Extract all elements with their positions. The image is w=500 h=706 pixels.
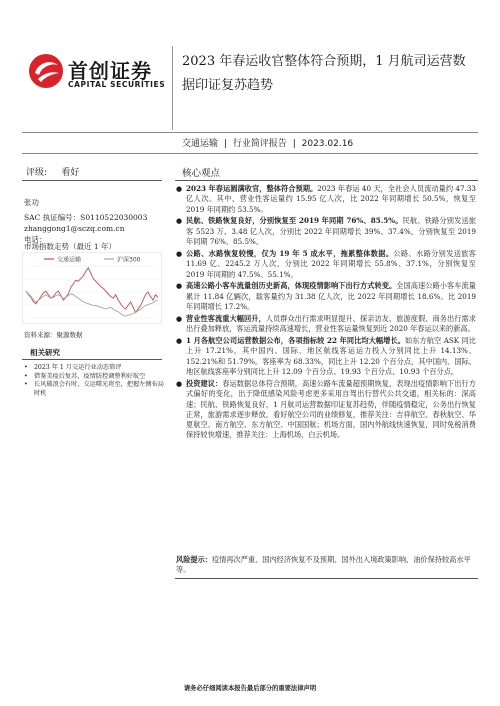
analyst-email: zhanggong1@sczq.com.cn (24, 224, 125, 233)
bullet-icon: • (24, 372, 28, 380)
capital-securities-logo-icon (28, 53, 64, 89)
point-text: 全国高速公路小客车流量累计 11.84 亿辆次，载客量约为 31.38 亿人次，比 2022 年同期增长 18.6%。比 2019 年同期增长 17.2%。 (186, 281, 476, 312)
meta-separator: | (223, 139, 227, 149)
meta-rule (22, 153, 478, 154)
company-logo (28, 53, 178, 93)
key-points-title: 核心观点 (182, 168, 221, 179)
industry-label: 交通运输 (182, 139, 219, 149)
related-rule (22, 359, 162, 360)
report-date: 2023.02.16 (301, 139, 354, 149)
analyst-cert: SAC 执证编号：S0110522030003 (24, 213, 148, 222)
report-type: 行业简评报告 (232, 139, 287, 149)
key-points-rule (175, 180, 478, 181)
risk-heading: 风险提示： (176, 555, 212, 564)
point-heading: 投资建议： (186, 378, 223, 388)
list-item (176, 281, 476, 312)
company-name-en: CAPITAL SECURITIES (68, 80, 166, 89)
point-text: 如东方航空 ASK 同比上升 17.21%，其中国内、国际、地区航线客运运力投入分别同比上升 14.13%、152.21%和 51.79%。客座率为 68.33%，同比上升 12.20 个百分点，其中国内、国际、地区航线客座率分别同比上升 12.09 个百分点、19.93 个百分点、10.93 个百分点。 (186, 336, 476, 377)
bullet-icon: ● (176, 217, 183, 226)
legal-disclaimer: 请务必仔细阅读本报告最后部分的重要法律声明 (183, 685, 317, 692)
market-index-chart (22, 252, 162, 324)
report-meta (182, 136, 356, 149)
chart-source: 资料来源：聚源数据 (24, 331, 83, 339)
list-item (176, 184, 476, 215)
list-item[interactable] (24, 381, 168, 398)
point-text: 民航、铁路分别发送旅客 5523 万、3.48 亿人次，分别比 2022 年同期增长 39%、37.4%，分别恢复至 2019 年同期 76%、85.5%。 (186, 216, 476, 247)
legend-label: 交通运输 (57, 256, 82, 264)
risk-warning (176, 555, 474, 576)
risk-text: 疫情再次严重、国内经济恢复不及预期、国外出入境政策影响、油价保持较高水平等。 (176, 555, 471, 575)
point-heading: 营业性客流重大幅回升， (186, 313, 266, 323)
bullet-icon: ● (176, 314, 183, 323)
list-item (176, 336, 476, 377)
rating-label: 评级: (26, 168, 48, 178)
related-link[interactable]: 借鉴美疫后复苏，疫情防控调整利好航空 (34, 372, 146, 380)
point-text: 春运数据总体符合预期，高速公路车流量超预期恢复，表现出疫情影响下出行方式偏好的变化，出于降低感染风险考虑更多采用自驾出行替代公共交通，相关标的：深高速；民航、铁路恢复良好，1 月航司运营数据印证复苏趋势，伴随疫情稳定，公务出行恢复正常，旅游需求逐步释放，看好航空公司的业绩修复，推荐关注：吉祥航空、春秋航空、华夏航空、南方航空、东方航空、中国国航；机场方面，国内外航线快速恢复，同时免税消费保持较快增速，推荐关注：上海机场、白云机场。 (186, 378, 476, 440)
bullet-icon: ● (176, 185, 183, 193)
related-research-title: 相关研究 (30, 348, 60, 357)
bullet-icon: ● (176, 337, 183, 346)
analyst-info (24, 197, 147, 245)
related-link[interactable]: 长风破浪会有时，交运曙光将至，把握左侧布局时机 (34, 381, 164, 397)
point-heading: 1 月各航空公司运营数据公布，各项指标较 22 年同比均大幅增长。 (186, 336, 405, 346)
bullet-icon: ● (176, 249, 183, 258)
list-item (176, 379, 476, 441)
list-item (176, 249, 476, 280)
related-link[interactable]: 2023 年 1 月交运行业动态简评 (34, 364, 122, 371)
point-heading: 公路、水路恢复较慢，仅为 19 年 5 成水平，拖累整体数据。 (186, 248, 394, 258)
header-divider (172, 46, 173, 130)
bullet-icon: ● (176, 379, 183, 388)
point-text: 人员群众出行需求明显提升、探亲访友、旅游度假、商务出行需求出行叠加释放，客运流量持续高速增长，营业性客运量恢复到近 2020 年春运以来的新高。 (186, 313, 476, 334)
rating-value: 看好 (61, 168, 80, 178)
bullet-icon: ● (176, 282, 183, 291)
point-heading: 2023 年春运圆满收官，整体符合预期。 (186, 184, 318, 193)
company-name-cn: 首创证券 (68, 59, 152, 83)
header-rule (22, 132, 478, 133)
legend-label: 沪深300 (117, 256, 141, 264)
key-points (176, 184, 476, 442)
chart-title: 市场指数走势（最近 1 年） (24, 242, 117, 251)
bullet-icon: • (24, 381, 28, 388)
analyst-name: 张功 (24, 198, 39, 207)
list-item (176, 216, 476, 247)
point-heading: 高速公路小客车流量创历史新高，体现疫情影响下出行方式转变。 (186, 281, 397, 291)
list-item[interactable] (24, 364, 168, 373)
list-item (176, 314, 476, 335)
rating-rule (22, 180, 162, 181)
rating (26, 165, 79, 178)
point-text: 公路、水路分别发送旅客 11.69 亿、2245.2 万人次，分别比 2022 年同期增长 55.8%、37.1%，分别恢复至 2019 年同期的 47.5%、55.1%。 (186, 248, 476, 279)
point-heading: 民航、铁路恢复良好，分别恢复至 2019 年同期 76%、85.5%。 (186, 216, 403, 226)
point-text: 2023 年春运 40 天，全社会人员流动量约 47.33 亿人次。其中，营业性客运量约 15.95 亿人次，比 2022 年同期增长 50.5%，恢复至 2019 年同期约 53.5%。 (186, 184, 476, 214)
footer-rule (175, 578, 478, 579)
analyst-phone: 电话： (24, 235, 47, 244)
report-title: 2023 年春运收官整体符合预期，1 月航司运营数据印证复苏趋势 (182, 54, 466, 93)
related-research-list (24, 364, 168, 398)
list-item[interactable] (24, 373, 168, 382)
bullet-icon: • (24, 364, 28, 371)
meta-separator: | (292, 139, 296, 149)
